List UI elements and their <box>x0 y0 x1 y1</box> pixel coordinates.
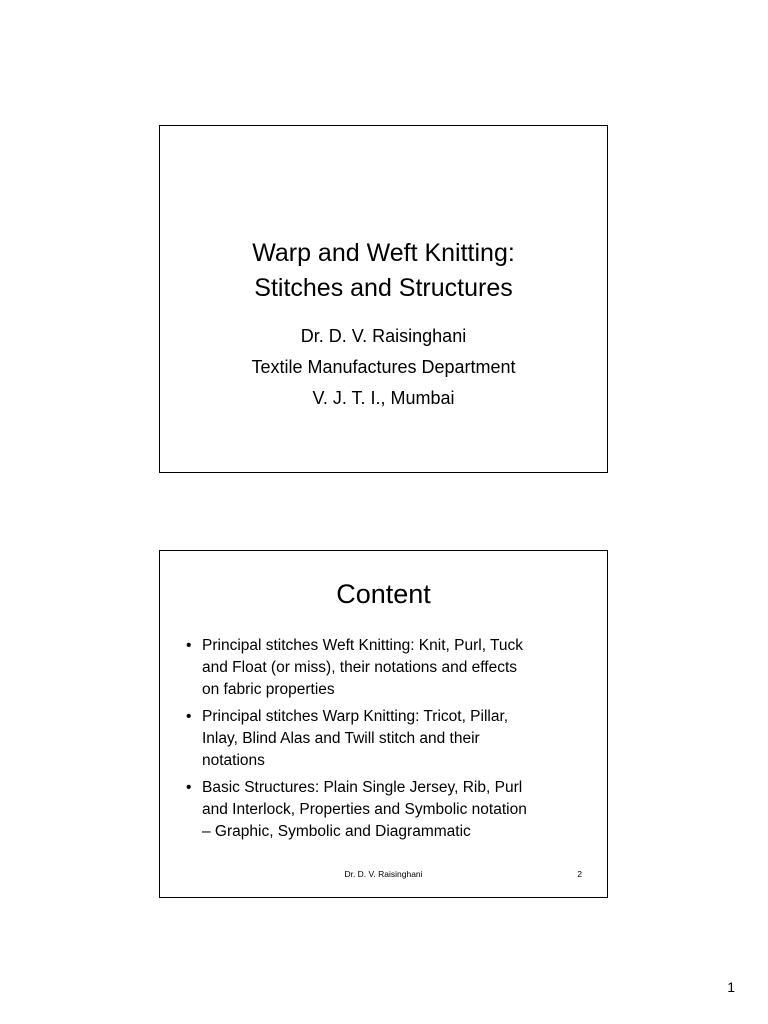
slide-number: 2 <box>577 869 582 879</box>
list-item-line: Principal stitches Weft Knitting: Knit, Purl, Tuck <box>202 637 524 654</box>
institute-name: V. J. T. I., Mumbai <box>312 388 455 408</box>
bullet: • <box>186 708 192 725</box>
list-item <box>186 777 586 843</box>
bullet: • <box>186 779 192 796</box>
list-item-line: notations <box>202 752 265 769</box>
department-name: Textile Manufactures Department <box>251 357 516 377</box>
slide-title <box>159 125 608 473</box>
list-item-line: and Interlock, Properties and Symbolic notation <box>202 801 527 818</box>
list-item-line: on fabric properties <box>202 681 335 698</box>
slide-content <box>159 550 608 898</box>
list-item-line: Basic Structures: Plain Single Jersey, Rib, Purl <box>202 779 523 796</box>
list-item-line: – Graphic, Symbolic and Diagrammatic <box>202 823 471 840</box>
content-title: Content <box>336 579 431 609</box>
page-number: 1 <box>727 979 735 995</box>
list-item-line: Inlay, Blind Alas and Twill stitch and their <box>202 730 480 747</box>
slide-footer: Dr. D. V. Raisinghani <box>344 869 423 879</box>
title-line: Warp and Weft Knitting: <box>252 239 515 267</box>
list-item-line: Principal stitches Warp Knitting: Tricot, Pillar, <box>202 708 509 725</box>
title-line: Stitches and Structures <box>254 274 513 302</box>
list-item <box>186 706 586 772</box>
content-list <box>186 635 586 848</box>
bullet: • <box>186 637 192 654</box>
presentation-title <box>160 236 607 306</box>
author-name: Dr. D. V. Raisinghani <box>300 326 467 346</box>
list-item-line: and Float (or miss), their notations and effects <box>202 659 518 676</box>
author-block <box>160 321 607 414</box>
list-item <box>186 635 586 701</box>
